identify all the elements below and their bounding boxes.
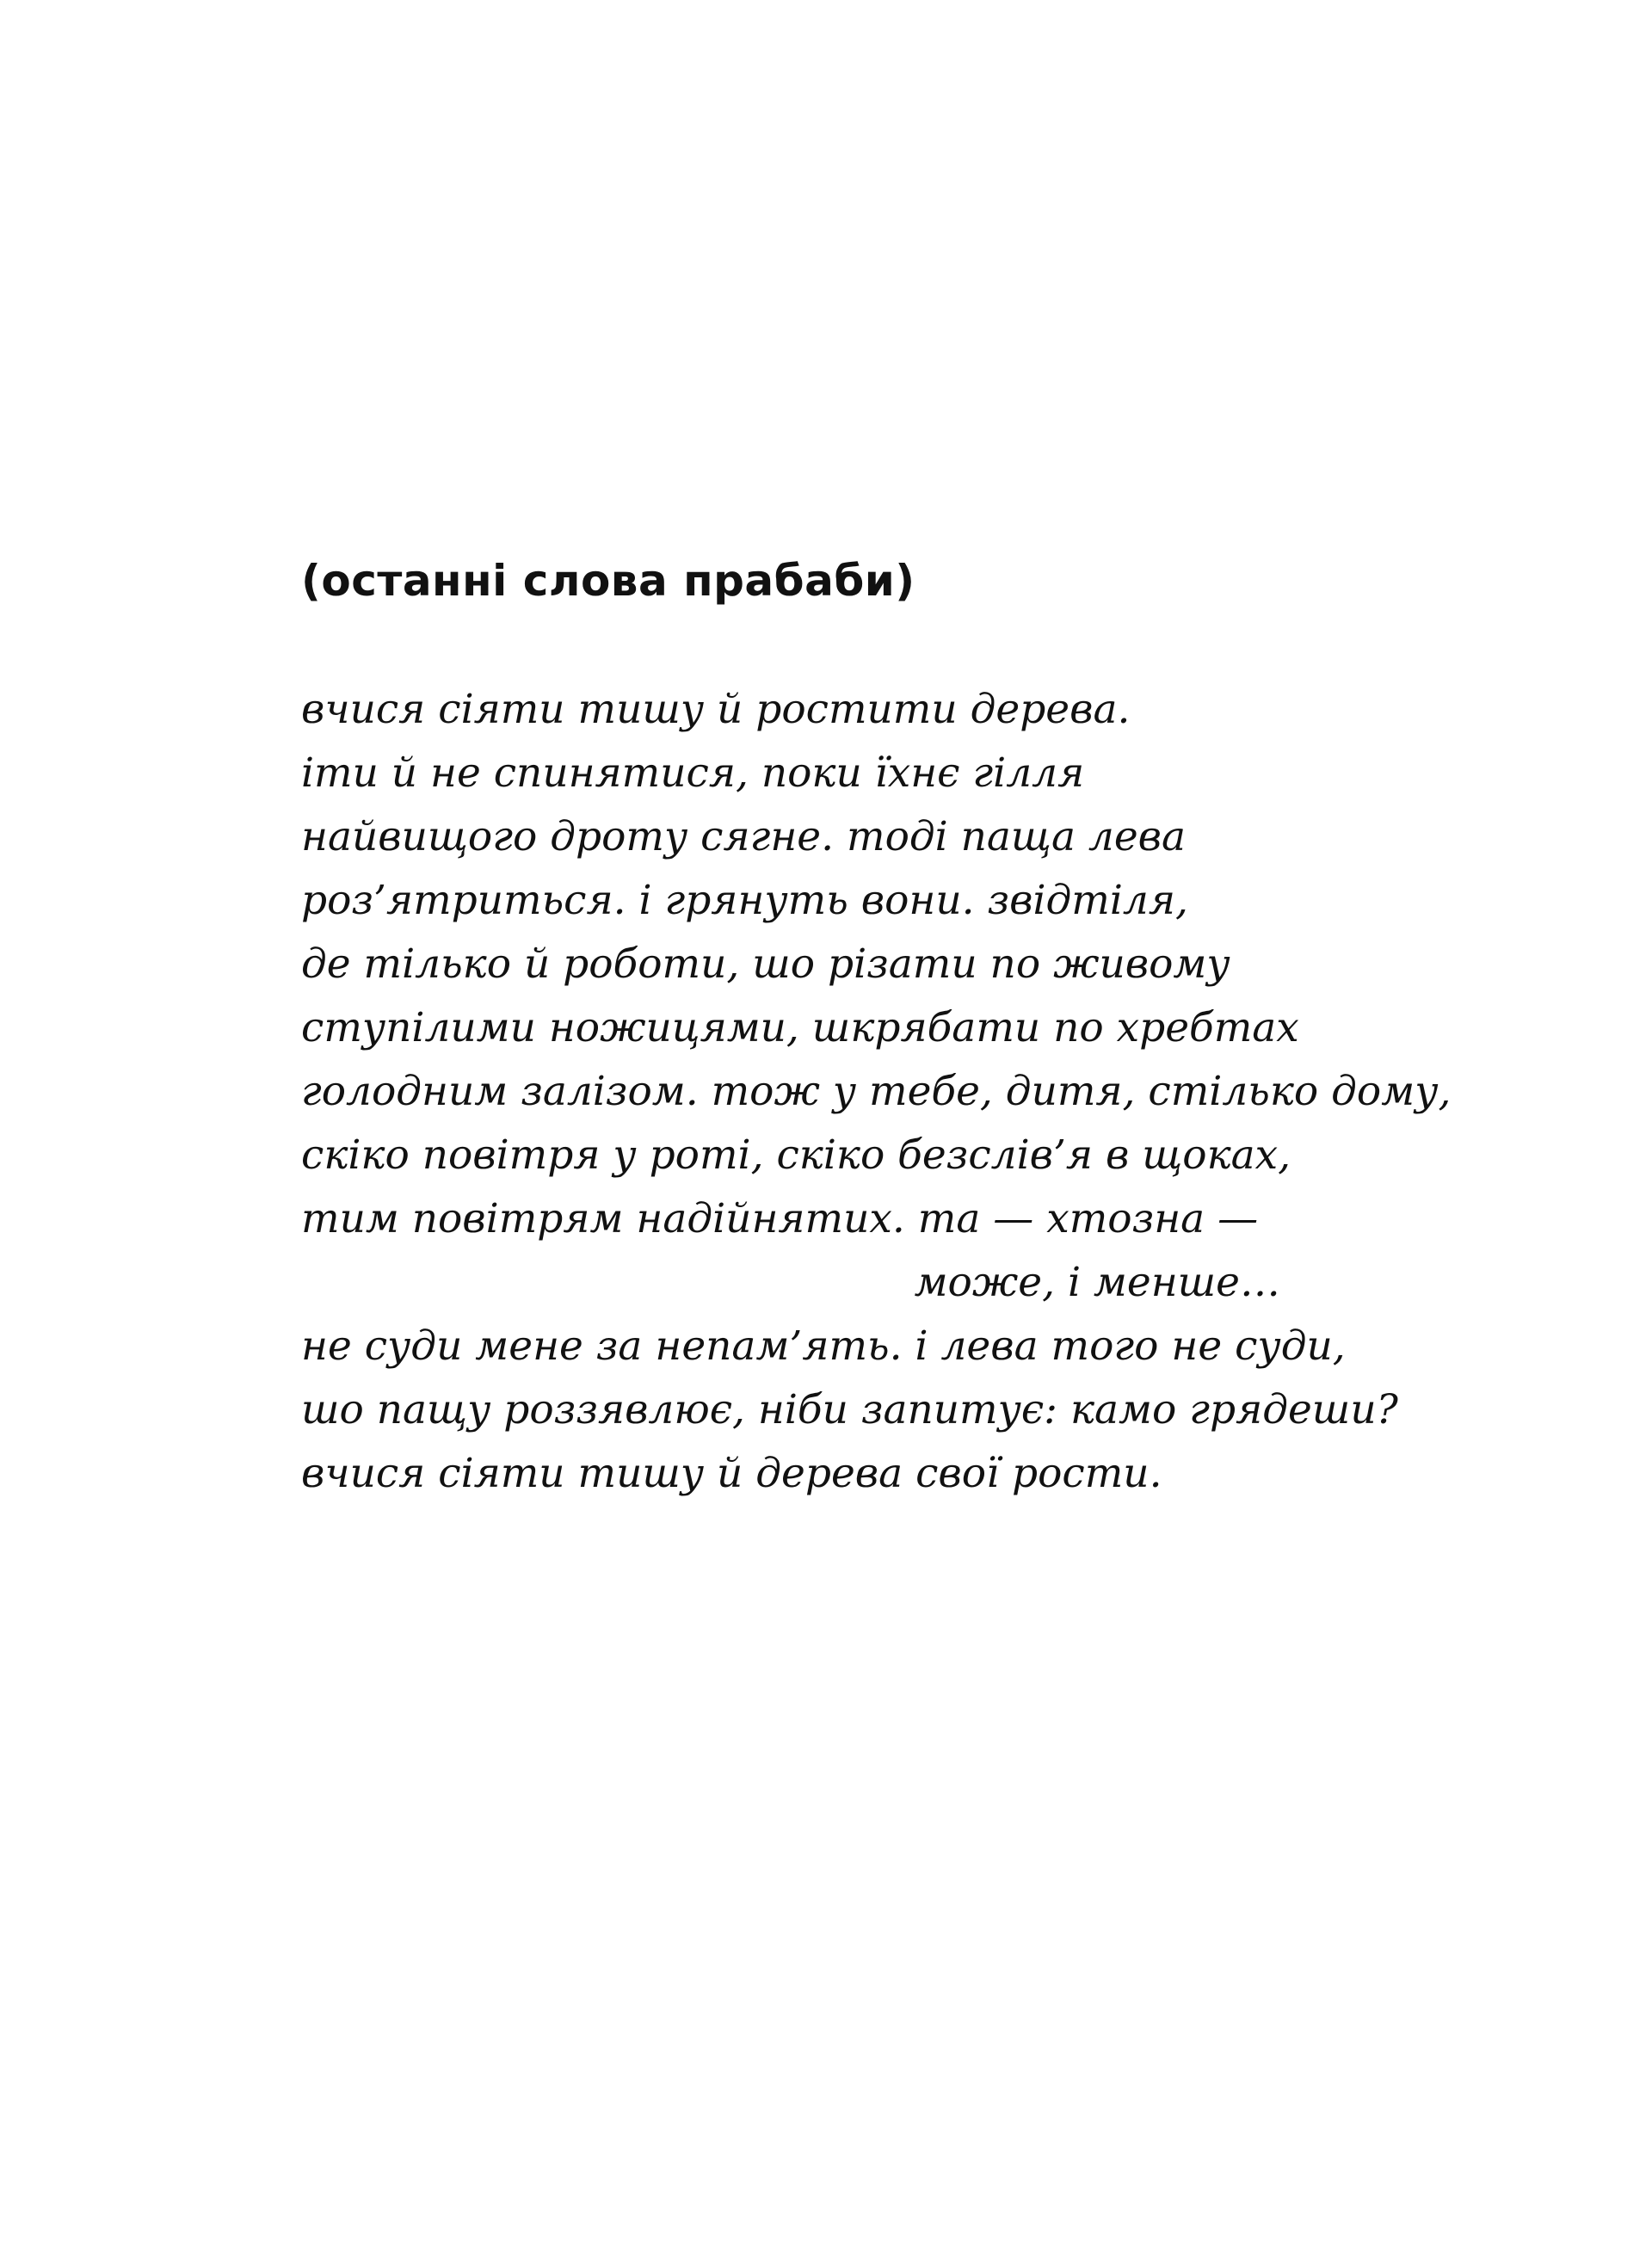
poem-line: шо пащу роззявлює, ніби запитує: камо грядеши? — [301, 1386, 1398, 1433]
poem-stanza — [301, 678, 1452, 1506]
poem-line: скіко повітря у роті, скіко безслів’я в щоках, — [301, 1131, 1291, 1179]
poem-line: іти й не спинятися, поки їхнє гілля — [301, 749, 1085, 797]
poem-line: найвищого дроту сягне. тоді паща лева — [301, 813, 1187, 860]
poem-line: не суди мене за непам’ять. і лева того не суди, — [301, 1322, 1346, 1370]
poem-line: вчися сіяти тишу й ростити дерева. — [301, 686, 1131, 733]
poem-line: тим повітрям надійнятих. та — хтозна — — [301, 1195, 1259, 1242]
poem-line: ступілими ножицями, шкрябати по хребтах — [301, 1004, 1299, 1051]
poem-line: роз’ятриться. і грянуть вони. звідтіля, — [301, 877, 1188, 924]
poem-line-indented: може, і менше… — [914, 1259, 1280, 1306]
poem-line: вчися сіяти тишу й дерева свої рости. — [301, 1450, 1162, 1497]
poem — [301, 551, 1452, 1506]
poem-line: де тілько й роботи, шо різати по живому — [301, 940, 1230, 988]
poem-line: голодним залізом. тож у тебе, дитя, стілько дому, — [301, 1068, 1452, 1115]
poem-title: (останні слова прабаби) — [301, 556, 915, 606]
